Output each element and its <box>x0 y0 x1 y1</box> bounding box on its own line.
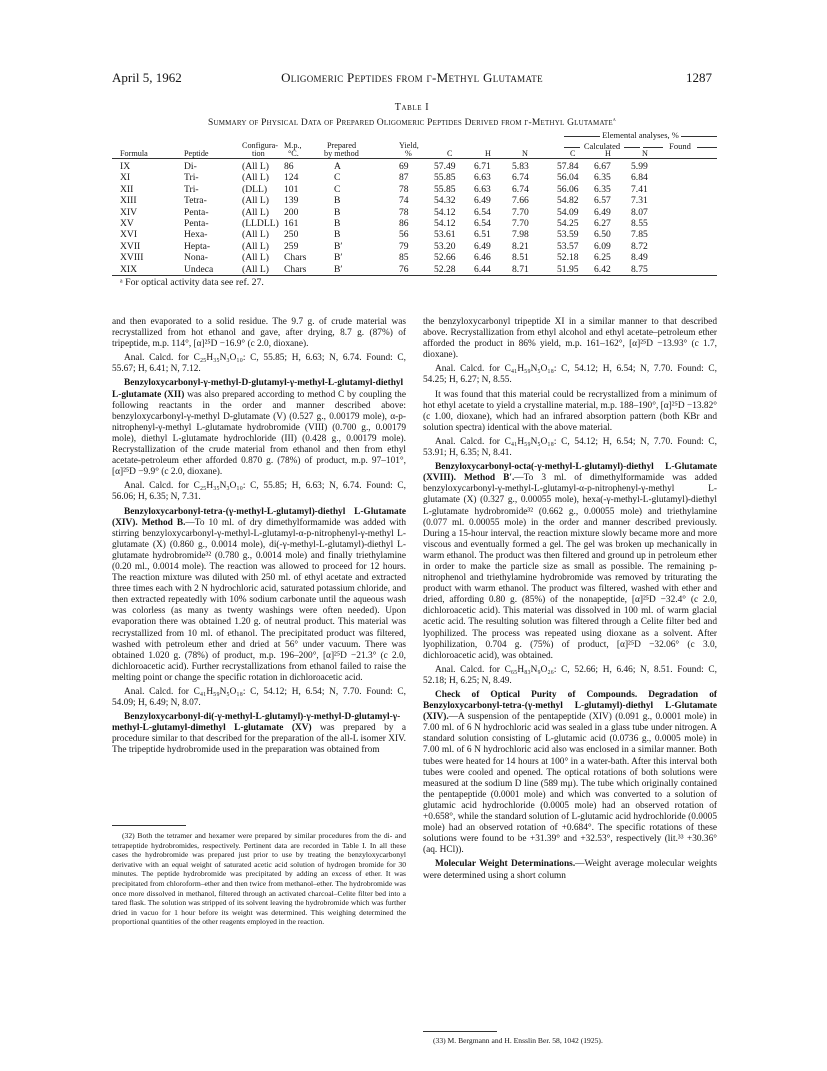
right-column <box>423 317 717 882</box>
col-calc-n: N <box>522 149 528 158</box>
section-heading: Molecular Weight Determinations. <box>435 859 576 870</box>
cell-method: B <box>334 229 341 241</box>
cell-ch: 6.71 <box>474 161 491 172</box>
table-footnote: ᵃ For optical activity data see ref. 27. <box>120 277 264 288</box>
footnote-33 <box>423 1031 717 1046</box>
cell-cc: 55.85 <box>434 183 456 195</box>
cell-config: (All L) <box>242 195 269 207</box>
cell-fn: 8.55 <box>631 218 648 229</box>
col-mp-1: M.p., <box>284 141 302 150</box>
cell-cn: 6.74 <box>512 183 529 195</box>
cell-peptide: Nona- <box>184 252 208 264</box>
cell-yield: 74 <box>399 195 409 207</box>
table-row <box>112 264 717 276</box>
paragraph <box>423 690 717 856</box>
cell-mp: Chars <box>284 252 307 264</box>
cell-fn: 7.31 <box>631 195 648 207</box>
cell-cn: 6.74 <box>512 172 529 184</box>
cell-fh: 6.42 <box>594 263 611 275</box>
analysis-paragraph: Anal. Calcd. for C₄₁H₅₉N₅O₁₈: C, 54.12; H, 6.54; N, 7.70. Found: C, 54.25; H, 6.27; N, 8.55. <box>423 364 717 386</box>
col-method-1: Prepared <box>327 141 357 150</box>
cell-cc: 54.12 <box>434 206 456 218</box>
cell-fh: 6.49 <box>594 206 611 218</box>
cell-method: B <box>334 218 341 229</box>
paragraph <box>112 712 406 756</box>
cell-config: (All L) <box>242 263 269 275</box>
cell-fh: 6.67 <box>594 161 611 172</box>
header-title: Oligomeric Peptides from γ-Methyl Glutamate <box>281 70 543 85</box>
paragraph-text: —Weight average molecular weights were determined using a short column <box>423 859 717 881</box>
paragraph-text: —To 10 ml. of dry dimethylformamide was added with stirring benzyloxycarbonyl-γ-methyl-L-glutamyl-α-p-nitrophenyl-γ-methyl L-glutamate (X) (0.860 g., 0.0014 mole), di(-γ-methyl-L-glutamyl)-diethyl L-glutamate hydrobromide³² (0.780 g., 0.0014 mole) and finally triethylamine (0.20 ml., 0.0014 mole). The reaction was allowed to proceed for 12 hours. The reaction mixture was diluted with 250 ml. of ethyl acetate and extracted three times each with 2 N hydrochloric acid, saturated potassium chloride, and then extracted repeatedly with 10% sodium carbonate until the aqueous wash was colorless (as many as twenty washings were often needed). Upon evaporation there was obtained 1.20 g. of neutral product. This material was recrystallized from 10 ml. of ethanol. The precipitated product was filtered, washed with petroleum ether and dried at 56° under vacuum. There was obtained 1.020 g. (78%) of product, m.p. 196–200°, [α]²⁵D −21.3° (c 2.0, dichloroacetic acid). Further recrystallizations from ethanol failed to raise the melting point or change the specific rotation in dichloroacetic acid. <box>112 517 406 683</box>
cell-fc: 54.82 <box>557 195 579 207</box>
col-config-2: tion <box>252 149 265 158</box>
analysis-paragraph: Anal. Calcd. for C₂₅H₃₅N₃O₁₀: C, 55.85; H, 6.63; N, 6.74. Found: C, 55.67; H, 6.41; N, 7.12. <box>112 353 406 375</box>
col-found-n: N <box>642 149 648 158</box>
cell-formula: XI <box>120 172 131 184</box>
table-bottom-rule <box>112 275 717 276</box>
cell-yield: 78 <box>399 183 409 195</box>
cell-mp: 250 <box>284 229 299 241</box>
footnote-text: (33) M. Bergmann and H. Ensslin Ber. 58, 1042 (1925). <box>433 1036 603 1045</box>
compound-heading: Benzyloxycarbonyl-octa(-γ-methyl-L-glutamyl)-diethyl L-Glutamate (XVIII). Method B′. <box>423 462 717 484</box>
col-yield-2: % <box>405 149 412 158</box>
analysis-paragraph: Anal. Calcd. for C₄₁H₅₉N₅O₁₈: C, 54.12; H, 6.54; N, 7.70. Found: C, 53.91; H, 6.35; N, 8.41. <box>423 436 717 459</box>
footnote-32 <box>112 825 406 927</box>
cell-fh: 6.25 <box>594 252 611 264</box>
footnote-rule <box>112 825 186 826</box>
cell-method: C <box>334 183 341 195</box>
cell-yield: 69 <box>399 161 409 172</box>
cell-fc: 53.59 <box>557 229 579 241</box>
cell-config: (All L) <box>242 172 269 184</box>
cell-ch: 6.63 <box>474 172 491 184</box>
cell-cc: 52.66 <box>434 252 456 264</box>
cell-config: (All L) <box>242 229 269 241</box>
col-method-2: by method <box>324 149 359 158</box>
cell-yield: 76 <box>399 263 409 275</box>
cell-config: (All L) <box>242 206 269 218</box>
table-label: Table I <box>394 102 430 113</box>
cell-mp: 139 <box>284 195 299 207</box>
cell-formula: XVI <box>120 229 138 241</box>
cell-method: B <box>334 195 341 207</box>
col-calc-c: C <box>447 149 453 158</box>
paragraph <box>112 507 406 685</box>
col-mp-2: °C. <box>288 149 299 158</box>
paragraph-text: was prepared by a procedure similar to that described for the preparation of the all-L isomer XIV. The tripeptide hydrobromide used in the preparation was obtained from <box>112 723 406 756</box>
elemental-analyses-label: Elemental analyses, % <box>602 130 679 140</box>
cell-ch: 6.54 <box>474 218 491 229</box>
cell-ch: 6.51 <box>474 229 491 241</box>
table-title-text: Summary of Physical Data of Prepared Oligomeric Peptides Derived from γ-Methyl Glutamate <box>208 118 613 129</box>
cell-cn: 5.83 <box>512 161 529 172</box>
header-date: April 5, 1962 <box>112 70 182 85</box>
cell-formula: XIII <box>120 195 137 207</box>
cell-cn: 7.98 <box>512 229 529 241</box>
footnote-text: (32) Both the tetramer and hexamer were prepared by similar procedures from the di- and tetrapeptide hydrobromides, respectively. Pertinent data are recorded in Table I. In all these cases the hydrobromide was prepared just prior to use by treating the benzyloxycarbonyl derivative with an equal weight of saturated acetic acid solution of hydrogen bromide for 30 minutes. The peptide hydrobromide was precipitated by adding an excess of ether. It was precipitated from chloroform–ether and then twice from methanol–ether. The hydrobromide was once more dissolved in methanol, filtered through an activated charcoal–Celite filter bed into a tared flask. The solution was stripped of its solvent leaving the hydrobromide which was further dried in vacuo for 1 hour before its weight was determined. This weighing determined the proportional quantities of the other reagents employed in the reaction. <box>112 831 406 927</box>
cell-peptide: Hexa- <box>184 229 208 241</box>
cell-yield: 85 <box>399 252 409 264</box>
table-header-rule <box>112 158 717 159</box>
cell-fh: 6.50 <box>594 229 611 241</box>
cell-peptide: Penta- <box>184 206 209 218</box>
paragraph <box>423 462 717 662</box>
cell-ch: 6.54 <box>474 206 491 218</box>
cell-fc: 52.18 <box>557 252 579 264</box>
cell-ch: 6.46 <box>474 252 491 264</box>
cell-mp: 161 <box>284 218 299 229</box>
compound-heading: Benzyloxycarbonyl-γ-methyl-D-glutamyl-γ-methyl-L-glutamyl-diethyl L-glutamate (XII) <box>112 378 404 400</box>
running-header <box>112 70 712 88</box>
cell-cn: 8.21 <box>512 240 529 252</box>
cell-formula: XII <box>120 183 134 195</box>
section-heading: Check of Optical Purity of Compounds. Degradation of Benzyloxycarbonyl-tetra-(γ-methyl L-glutamyl)-diethyl L-Glutamate (XIV). <box>423 690 717 723</box>
cell-formula: XVIII <box>120 252 144 264</box>
cell-yield: 56 <box>399 229 409 241</box>
cell-formula: XIV <box>120 206 138 218</box>
cell-mp: Chars <box>284 263 307 275</box>
col-calc-h: H <box>485 149 491 158</box>
table-row <box>112 184 717 196</box>
cell-yield: 79 <box>399 240 409 252</box>
cell-fh: 6.27 <box>594 218 611 229</box>
cell-config: (LLDLL) <box>242 218 279 229</box>
cell-fh: 6.35 <box>594 183 611 195</box>
cell-cc: 53.20 <box>434 240 456 252</box>
cell-cn: 8.51 <box>512 252 529 264</box>
cell-fc: 56.04 <box>557 172 579 184</box>
cell-fn: 7.41 <box>631 183 648 195</box>
cell-ch: 6.49 <box>474 195 491 207</box>
cell-fc: 56.06 <box>557 183 579 195</box>
cell-cc: 54.12 <box>434 218 456 229</box>
cell-formula: XIX <box>120 263 138 275</box>
cell-cc: 57.49 <box>434 161 456 172</box>
cell-fc: 51.95 <box>557 263 579 275</box>
cell-fn: 8.75 <box>631 263 648 275</box>
col-yield-1: Yield, <box>399 141 419 150</box>
paragraph-text: —To 3 ml. of dimethylformamide was added benzyloxycarbonyl-γ-methyl-L-glutamyl-α-p-nitrophenyl-γ-methyl L-glutamate (X) (0.327 g., 0.00055 mole), hexa(-γ-methyl-L-glutamyl)-diethyl L-glutamate hydrobromide³² (0.662 g., 0.00055 mole) and triethylamine (0.077 ml. 0.00055 mole) in the order and manner described previously. During a 15-hour interval, the reaction mixture slowly became more and more viscous and eventually formed a gel. The gel was broken up mechanically in warm ethanol. The product was then filtered and ground up in petroleum ether in order to make the particle size as small as possible. The remaining p-nitrophenol and triethylamine hydrobromide was removed by triturating the product with warm ethanol. The product was filtered, washed with ether and dried, affording 0.80 g. (85%) of the nonapeptide, [α]²⁵D −32.4° (c 2.0, dichloroacetic acid). This material was dissolved in 100 ml. of warm glacial acetic acid. The resulting solution was filtered through a Celite filter bed and lyophilized. The process was repeated using dioxane as a solvent. After lyophilization, 0.704 g. (75%) of product, [α]²⁵D −32.06° (c 3.0, dichloroacetic acid), was obtained. <box>423 473 717 661</box>
cell-cc: 54.32 <box>434 195 456 207</box>
cell-fn: 7.85 <box>631 229 648 241</box>
paragraph-text: —A suspension of the pentapeptide (XIV) (0.091 g., 0.0001 mole) in 7.00 ml. of 6 N hydrochloric acid was sealed in a glass tube under nitrogen. A standard solution consisting of L-glutamic acid (0.0736 g., 0.0005 mole) in 7.00 ml. of 6 N hydrochloric acid also was enclosed in a similar manner. Both tubes were heated for 14 hours at 100° in a water-bath. After this interval both tubes were cooled and opened. The optical rotations of both solutions were measured at the sodium D line (589 mμ). The tube which originally contained the pentapeptide (0.0001 mole) and which was converted to a solution of glutamic acid hydrochloride (0.0005 mole) had an observed rotation of +0.658°, while the standard solution of L-glutamic acid hydrochloride (0.0005 mole) had an observed rotation of +0.684°. The specific rotations of these solutions were found to be +31.39° and +32.53°, respectively (lit.³³ +30.36° (aq. HCl)). <box>423 712 717 856</box>
paragraph <box>423 859 717 881</box>
cell-yield: 78 <box>399 206 409 218</box>
paragraph: and then evaporated to a solid residue. The 9.7 g. of crude material was recrystallized from hot ethanol and gave, after drying, 8.7 g. (87%) of tripeptide, m.p. 114°, [α]²⁵D −16.9° (c 2.0, dioxane). <box>112 317 406 350</box>
table-row <box>112 252 717 264</box>
compound-heading: Benzyloxycarbonyl-tetra-(γ-methyl-L-glutamyl)-diethyl L-Glutamate (XIV). Method B. <box>112 506 406 528</box>
elemental-analyses-header <box>564 130 717 140</box>
cell-cc: 52.28 <box>434 263 456 275</box>
table-row <box>112 229 717 241</box>
col-peptide: Peptide <box>184 149 209 158</box>
cell-mp: 101 <box>284 183 299 195</box>
footnote-rule <box>423 1031 497 1032</box>
table-row <box>112 172 717 184</box>
left-column <box>112 317 406 757</box>
cell-method: B′ <box>334 240 343 252</box>
cell-config: (All L) <box>242 161 269 172</box>
cell-yield: 86 <box>399 218 409 229</box>
cell-peptide: Hepta- <box>184 240 211 252</box>
table-row <box>112 195 717 207</box>
cell-ch: 6.44 <box>474 263 491 275</box>
cell-cn: 7.70 <box>512 218 529 229</box>
cell-peptide: Tri- <box>184 172 199 184</box>
cell-formula: XVII <box>120 240 141 252</box>
cell-formula: XV <box>120 218 134 229</box>
cell-config: (All L) <box>242 240 269 252</box>
cell-fh: 6.35 <box>594 172 611 184</box>
cell-ch: 6.63 <box>474 183 491 195</box>
paragraph-text: was also prepared according to method C by coupling the following reactants in the order and manner described above: benzyloxycarbonyl-γ-methyl D-glutamate (V) (0.527 g., 0.00179 mole), α-p-nitrophenyl-γ-methyl L-glutamate hydrobromide (VIII) (0.700 g., 0.00179 mole), diethyl L-glutamate hydrochloride (III) (0.428 g., 0.00179 mole). Recrystallization of the crude material from ethanol and then from ethyl acetate-petroleum ether afforded 0.870 g. (78%) of product, m.p. 97–101°, [α]²⁵D −9.9° (c 2.0, dioxane). <box>112 389 406 478</box>
cell-mp: 124 <box>284 172 299 184</box>
cell-fn: 8.07 <box>631 206 648 218</box>
cell-fc: 54.25 <box>557 218 579 229</box>
cell-fc: 54.09 <box>557 206 579 218</box>
cell-fh: 6.09 <box>594 240 611 252</box>
cell-method: A <box>334 161 341 172</box>
table-row <box>112 218 717 230</box>
cell-peptide: Tri- <box>184 183 199 195</box>
cell-ch: 6.49 <box>474 240 491 252</box>
cell-peptide: Penta- <box>184 218 209 229</box>
cell-fn: 6.84 <box>631 172 648 184</box>
cell-method: C <box>334 172 341 184</box>
col-config-1: Configura- <box>242 141 278 150</box>
table-title-marker: a <box>612 117 616 123</box>
cell-fn: 5.99 <box>631 161 648 172</box>
table-title <box>112 117 712 128</box>
analysis-paragraph: Anal. Calcd. for C₂₅H₃₅N₃O₁₀: C, 55.85; H, 6.63; N, 6.74. Found: C, 56.06; H, 6.35; N, 7.31. <box>112 481 406 503</box>
cell-method: B′ <box>334 252 343 264</box>
col-formula: Formula <box>120 149 148 158</box>
cell-cn: 8.71 <box>512 263 529 275</box>
paragraph: It was found that this material could be recrystallized from a minimum of hot ethyl acetate to yield a crystalline material, m.p. 188–190°, [α]²⁵D −13.82° (c 1.00, dioxane), which had an infrared absorption pattern (both KBr and solution spectra) identical with the above material. <box>423 389 717 433</box>
cell-cc: 53.61 <box>434 229 456 241</box>
table-row <box>112 241 717 253</box>
cell-mp: 200 <box>284 206 299 218</box>
cell-config: (All L) <box>242 252 269 264</box>
cell-method: B <box>334 206 341 218</box>
cell-fn: 8.72 <box>631 240 648 252</box>
analysis-paragraph: Anal. Calcd. for C₄₁H₅₉N₅O₁₈: C, 54.12; H, 6.54; N, 7.70. Found: C, 54.09; H, 6.49; N, 8.07. <box>112 687 406 709</box>
cell-fc: 57.84 <box>557 161 579 172</box>
found-label: Found <box>669 141 691 151</box>
cell-method: B′ <box>334 263 343 275</box>
col-found-c: C <box>570 149 576 158</box>
analysis-paragraph: Anal. Calcd. for C₆₅H₈₃N₉O₂₆: C, 52.66; H, 6.46; N, 8.51. Found: C, 52.18; H, 6.25; N, 8.49. <box>423 664 717 686</box>
table-row <box>112 161 717 173</box>
cell-mp: 86 <box>284 161 294 172</box>
cell-formula: IX <box>120 161 131 172</box>
cell-fc: 53.57 <box>557 240 579 252</box>
found-header <box>643 141 717 151</box>
cell-yield: 87 <box>399 172 409 184</box>
compound-heading: Benzyloxycarbonyl-di(-γ-methyl-L-glutamyl)-γ-methyl-D-glutamyl-γ-methyl-L-glutamyl-dimethyl L-glutamate (XV) <box>112 712 401 734</box>
cell-peptide: Tetra- <box>184 195 207 207</box>
cell-fh: 6.57 <box>594 195 611 207</box>
cell-cn: 7.66 <box>512 195 529 207</box>
paragraph: the benzyloxycarbonyl tripeptide XI in a similar manner to that described above. Recrystallization from ethyl alcohol and ethyl acetate–petroleum ether afforded the product in 86% yield, m.p. 161–162°, [α]²⁵D −13.93° (c 1.7, dioxane). <box>423 317 717 361</box>
col-found-h: H <box>605 149 611 158</box>
paragraph <box>112 378 406 478</box>
cell-config: (DLL) <box>242 183 268 195</box>
cell-cn: 7.70 <box>512 206 529 218</box>
cell-cc: 55.85 <box>434 172 456 184</box>
table-row <box>112 207 717 219</box>
cell-peptide: Di- <box>184 161 197 172</box>
cell-fn: 8.49 <box>631 252 648 264</box>
cell-peptide: Undeca <box>184 263 214 275</box>
cell-mp: 259 <box>284 240 299 252</box>
page-number: 1287 <box>686 70 712 85</box>
calculated-label: Calculated <box>583 141 621 151</box>
